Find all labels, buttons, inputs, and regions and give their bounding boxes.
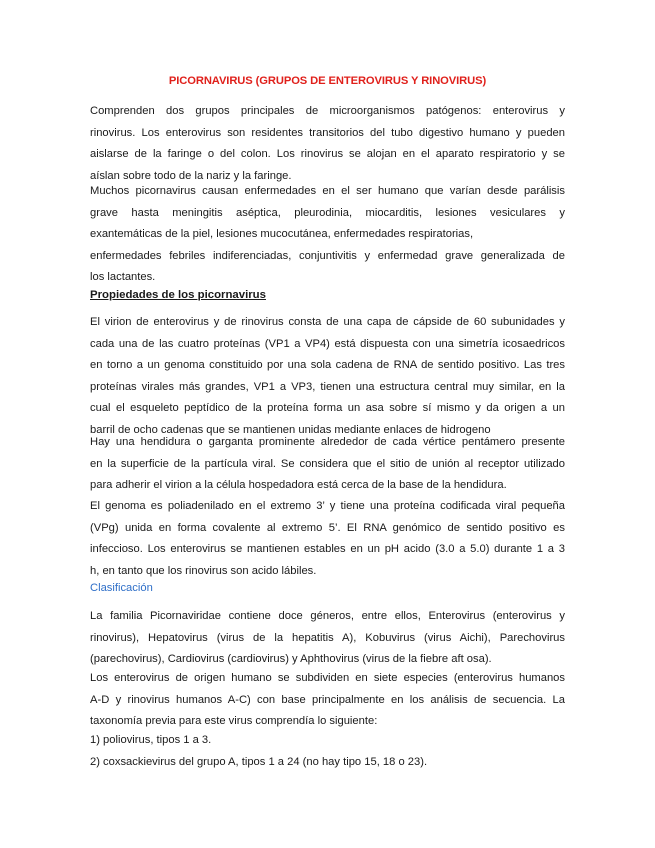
text-line: los lactantes. [90,271,156,284]
text-line: Los enterovirus de origen humano se subdividen en siete especies (enterovirus humanos [90,672,565,684]
section-heading-properties: Propiedades de los picornavirus [90,289,266,301]
intro-paragraph-2 [90,181,565,289]
text-line: en la superficie de la partícula viral. Se considera que el sitio de unión al receptor utilizado [90,457,565,470]
list-item: 1) poliovirus, tipos 1 a 3. [90,734,212,746]
intro-paragraph-1 [90,101,565,187]
virus-type-list [90,730,565,773]
text-line: cada una de las cuatro proteínas (VP1 a VP4) está dispuesta con una simetría icosaedricos [90,337,565,350]
section-heading-classification: Clasificación [90,582,153,594]
text-line: en torno a un genoma constituido por una sola cadena de RNA de sentido positivo. Las tres [90,359,565,372]
text-line: Comprenden dos grupos principales de microorganismos patógenos: enterovirus y [90,105,565,117]
classification-paragraph-2 [90,668,565,733]
text-line: El genoma es poliadenilado en el extremo 3’ y tiene una proteína codificada viral pequeña [90,500,565,512]
text-line: h, en tanto que los rinovirus son acido lábiles. [90,564,317,577]
properties-paragraph-3 [90,496,565,582]
text-line: cual el esqueleto peptídico de la proteína forma un asa sobre sí mismo y da origen a un [90,402,565,415]
classification-heading-block [90,578,565,600]
text-line: taxonomía previa para este virus comprendía lo siguiente: [90,715,378,728]
text-line: grave hasta meningitis aséptica, pleurodinia, miocarditis, lesiones vesiculares y [90,206,565,219]
text-line: (parechovirus), Cardiovirus (cardiovirus) y Aphthovirus (virus de la fiebre aft osa). [90,653,492,666]
text-line: aislarse de la faringe o del colon. Los rinovirus se alojan en el aparato respiratorio y se [90,148,565,161]
document-title: PICORNAVIRUS (GRUPOS DE ENTEROVIRUS Y RINOVIRUS) [168,75,487,87]
text-line: Muchos picornavirus causan enfermedades en el ser humano que varían desde parálisis [90,185,565,197]
text-line: A-D y rinovirus humanos A-C) con base principalmente en los análisis de secuencia. La [90,693,565,706]
properties-paragraph-2 [90,432,565,497]
properties-heading-block [90,285,565,307]
text-line: barril de ocho cadenas que se mantienen unidas mediante enlaces de hidrogeno [90,423,491,436]
text-line: La familia Picornaviridae contiene doce géneros, entre ellos, Enterovirus (enterovirus y [90,610,565,622]
text-line: exantemáticas de la piel, lesiones mucocutánea, enfermedades respiratorias, [90,228,474,241]
text-line: infeccioso. Los enterovirus se mantienen estables en un pH acido (3.0 a 5.0) durante 1 a 3 [90,543,565,556]
text-line: El virion de enterovirus y de rinovirus consta de una capa de cápside de 60 subunidades y [90,316,565,328]
text-line: enfermedades febriles indiferenciadas, conjuntivitis y enfermedad grave generalizada de [90,249,565,262]
text-line: rinovirus. Los enterovirus son residentes transitorios del tubo digestivo humano y pueden [90,126,565,139]
text-line: rinovirus), Hepatovirus (virus de la hepatitis A), Kobuvirus (virus Aichi), Parechovirus [90,631,565,644]
properties-paragraph-1 [90,312,565,442]
text-line: aíslan sobre todo de la nariz y la faringe. [90,169,292,182]
text-line: para adherir el virion a la célula hospedadora está cerca de la base de la hendidura. [90,479,507,492]
list-item: 2) coxsackievirus del grupo A, tipos 1 a 24 (no hay tipo 15, 18 o 23). [90,755,428,768]
text-line: proteínas virales más grandes, VP1 a VP3, tienen una estructura central muy similar, en la [90,380,565,393]
text-line: (VPg) unida en forma covalente al extremo 5’. El RNA genómico de sentido positivo es [90,521,565,534]
classification-paragraph-1 [90,606,565,671]
text-line: Hay una hendidura o garganta prominente alrededor de cada vértice pentámero presente [90,436,565,448]
